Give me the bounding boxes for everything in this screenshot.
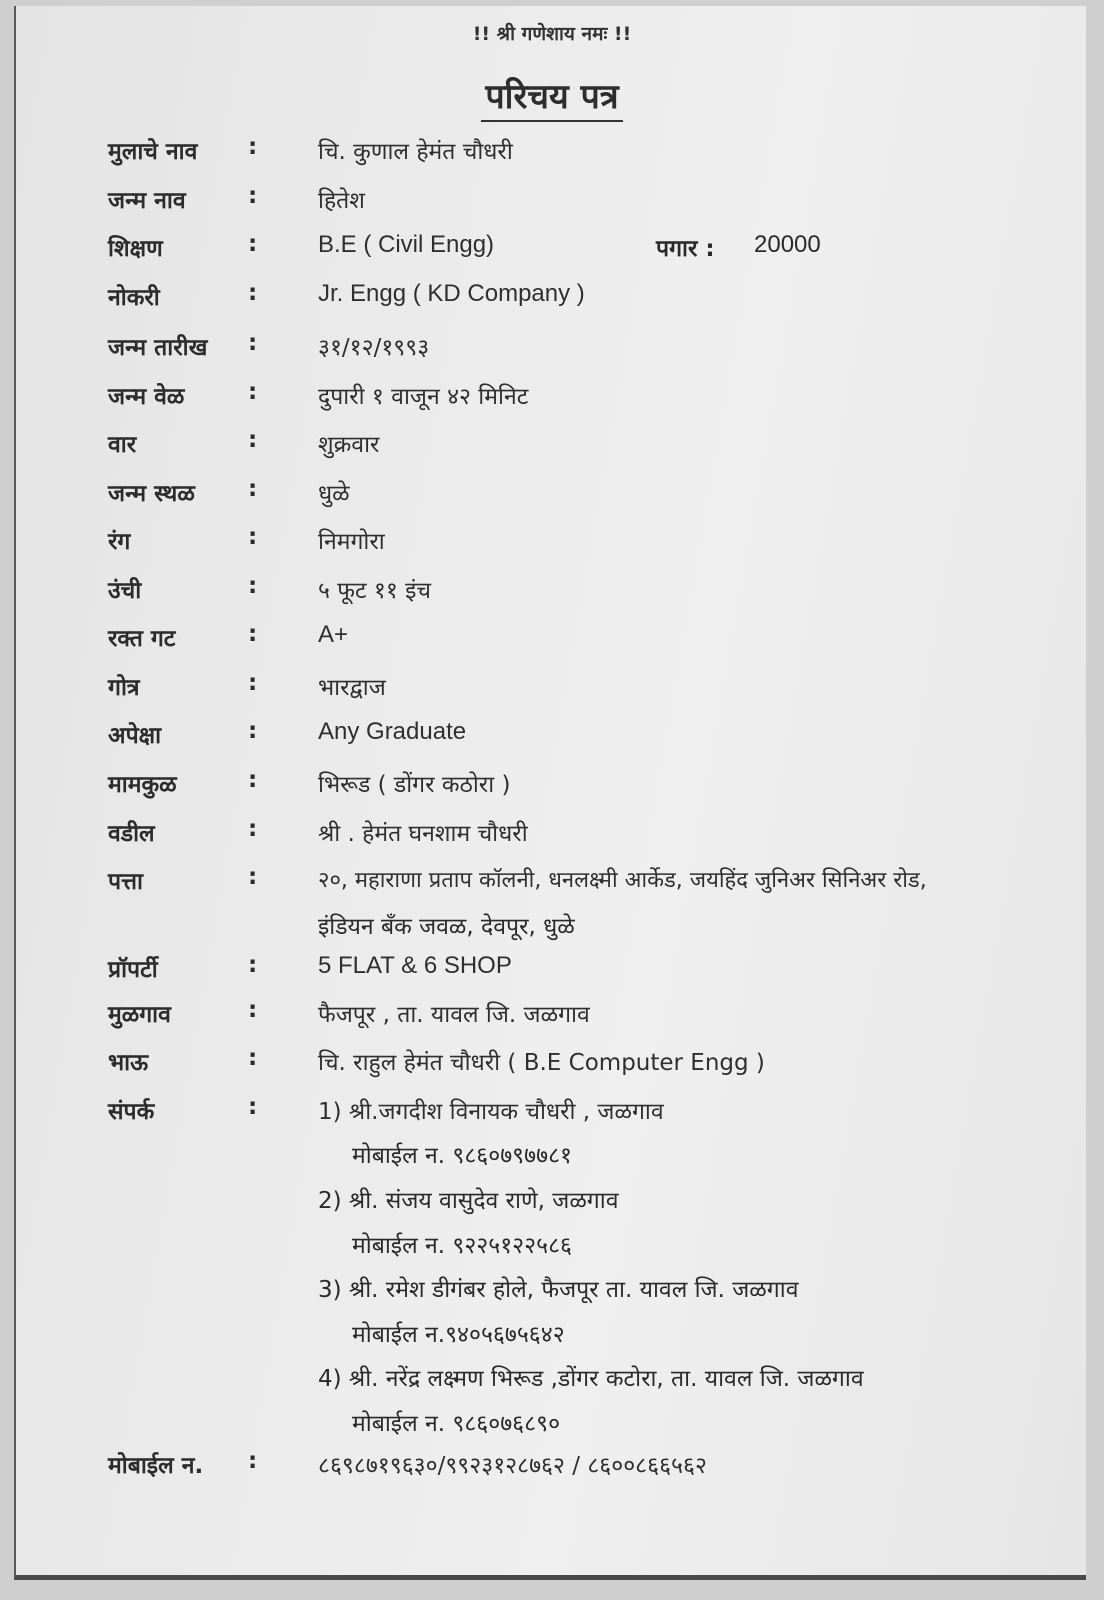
separator: : (248, 183, 258, 209)
field-birth-date (16, 330, 1088, 370)
contact-4-mobile: मोबाईल न. ९८६०७६८९० (352, 1411, 561, 1437)
field-label: वार (108, 432, 137, 458)
field-value: ८६९८७१९६३०/९९२३१२८७६२ / ८६००८६६५६२ (318, 1453, 707, 1479)
field-value: धुळे (318, 481, 350, 507)
separator: : (248, 379, 258, 405)
biodata-page (14, 6, 1086, 1580)
field-label: जन्म वेळ (108, 384, 185, 410)
field-mobile (16, 1448, 1088, 1488)
field-birth-place (16, 476, 1088, 516)
address-line-1: २०, महाराणा प्रताप कॉलनी, धनलक्ष्मी आर्केड, जयहिंद जुनिअर सिनिअर रोड, (318, 868, 927, 893)
contact-3-mobile: मोबाईल न.९४०५६७५६४२ (352, 1322, 565, 1348)
field-value: भिरूड ( डोंगर कठोरा ) (318, 772, 511, 798)
field-value: ५ फूट ११ इंच (318, 578, 432, 604)
field-blood-group (16, 621, 1088, 661)
contact-2-mobile: मोबाईल न. ९२२५१२२५८६ (352, 1233, 572, 1259)
field-value: निमगोरा (318, 529, 385, 555)
separator: : (248, 621, 258, 647)
field-value: चि. कुणाल हेमंत चौधरी (318, 139, 513, 165)
field-value: Any Graduate (318, 718, 467, 745)
field-value: फैजपूर , ता. यावल जि. जळगाव (318, 1002, 590, 1028)
field-value: दुपारी १ वाजून ४२ मिनिट (318, 384, 529, 410)
separator: : (248, 134, 258, 160)
field-label: रंग (108, 529, 131, 555)
field-label: रक्त गट (108, 626, 176, 652)
field-brother (16, 1045, 1088, 1085)
field-address (16, 864, 1088, 904)
field-gotra (16, 670, 1088, 710)
separator: : (248, 718, 258, 744)
field-label: मुळगाव (108, 1002, 171, 1028)
field-label: जन्म तारीख (108, 335, 208, 361)
field-label: जन्म स्थळ (108, 481, 195, 507)
contact-4-name: 4) श्री. नरेंद्र लक्ष्मण भिरूड ,डोंगर कटोरा, ता. यावल जि. जळगाव (318, 1366, 864, 1392)
separator: : (248, 330, 258, 356)
separator: : (248, 280, 258, 306)
separator: : (248, 816, 258, 842)
separator: : (248, 573, 258, 599)
salary-label: पगार : (656, 236, 715, 262)
field-value: B.E ( Civil Engg) (318, 231, 495, 258)
field-complexion (16, 524, 1088, 564)
field-birth-time (16, 379, 1088, 419)
title-text: परिचय पत्र (481, 72, 622, 122)
contact-2-name: 2) श्री. संजय वासुदेव राणे, जळगाव (318, 1188, 619, 1214)
field-label: संपर्क (108, 1099, 155, 1125)
invocation-text: !! श्री गणेशाय नमः !! (472, 23, 632, 45)
field-label: वडील (108, 821, 155, 847)
separator: : (248, 1448, 258, 1474)
field-value: भारद्वाज (318, 675, 386, 701)
field-label: मुलाचे नाव (108, 139, 198, 165)
separator: : (248, 476, 258, 502)
separator: : (248, 1094, 258, 1120)
field-height (16, 573, 1088, 613)
field-value: A+ (318, 621, 349, 648)
field-value: शुक्रवार (318, 432, 380, 458)
separator: : (248, 670, 258, 696)
field-value: ३१/१२/१९९३ (318, 335, 430, 361)
field-label: गोत्र (108, 675, 140, 701)
field-label: जन्म नाव (108, 188, 186, 214)
field-property (16, 952, 1088, 992)
field-label: शिक्षण (108, 236, 163, 262)
field-day (16, 427, 1088, 467)
field-label: भाऊ (108, 1050, 149, 1076)
field-label: अपेक्षा (108, 723, 162, 749)
field-value: श्री . हेमंत घनशाम चौधरी (318, 821, 528, 847)
field-label: प्रॉपर्टी (108, 957, 158, 983)
field-mamkul (16, 767, 1088, 807)
field-native (16, 997, 1088, 1037)
contact-1-name: 1) श्री.जगदीश विनायक चौधरी , जळगाव (318, 1099, 664, 1125)
field-father (16, 816, 1088, 856)
separator: : (248, 1045, 258, 1071)
field-expectation (16, 718, 1088, 758)
field-value: 5 FLAT & 6 SHOP (318, 952, 512, 979)
field-label: नोकरी (108, 285, 160, 311)
separator: : (248, 231, 258, 257)
contact-3-name: 3) श्री. रमेश डीगंबर होले, फैजपूर ता. यावल जि. जळगाव (318, 1277, 799, 1303)
address-line-2: इंडियन बँक जवळ, देवपूर, धुळे (318, 914, 575, 940)
field-label: मोबाईल न. (108, 1453, 204, 1479)
field-label: मामकुळ (108, 772, 177, 798)
page-title (16, 72, 1088, 122)
separator: : (248, 427, 258, 453)
field-job (16, 280, 1088, 320)
salary-value: 20000 (754, 231, 821, 258)
separator: : (248, 767, 258, 793)
field-label: उंची (108, 578, 142, 604)
field-label: पत्ता (108, 869, 143, 895)
field-birth-name (16, 183, 1088, 223)
separator: : (248, 864, 258, 890)
separator: : (248, 952, 258, 978)
field-value: हितेश (318, 188, 365, 214)
field-contact (16, 1094, 1088, 1134)
separator: : (248, 997, 258, 1023)
field-value: Jr. Engg ( KD Company ) (318, 280, 585, 307)
field-name (16, 134, 1088, 174)
field-value: चि. राहुल हेमंत चौधरी ( B.E Computer Engg ) (318, 1050, 765, 1076)
contact-1-mobile: मोबाईल न. ९८६०७९७७८१ (352, 1143, 572, 1169)
field-education (16, 231, 1088, 271)
separator: : (248, 524, 258, 550)
